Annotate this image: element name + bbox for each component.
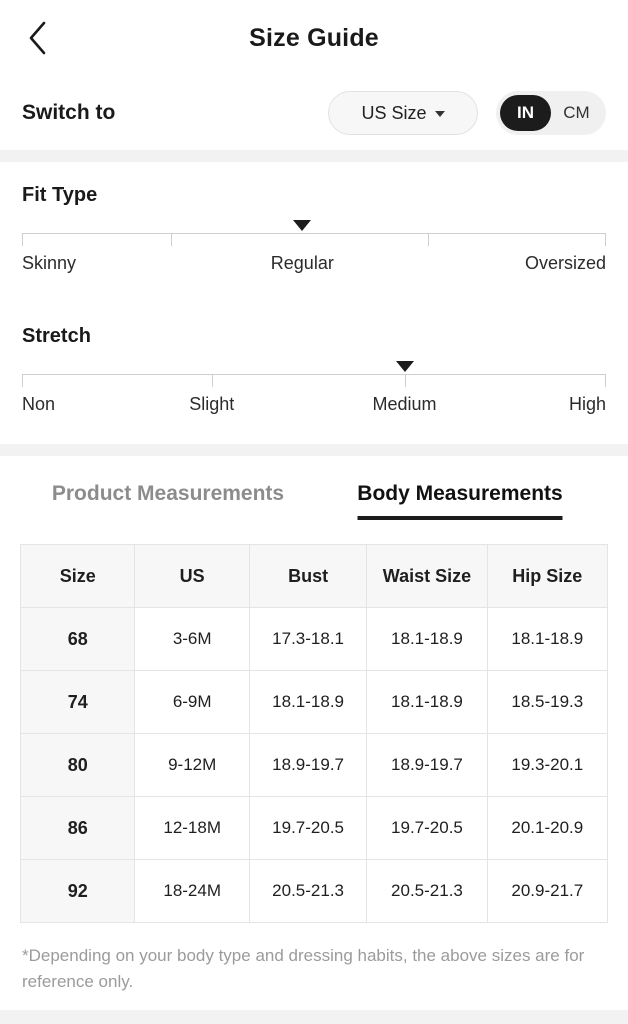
unit-option-in[interactable]: IN	[500, 95, 551, 131]
cell-waist: 20.5-21.3	[367, 860, 487, 923]
cell-bust: 20.5-21.3	[249, 860, 366, 923]
table-row	[21, 860, 608, 923]
scale-tick	[405, 375, 406, 387]
stretch-marker	[396, 361, 414, 372]
size-system-value: US Size	[361, 102, 427, 123]
cell-size: 80	[21, 734, 135, 797]
table-header-us: US	[135, 545, 249, 608]
scale-tick	[212, 375, 213, 387]
cell-waist: 18.1-18.9	[367, 671, 487, 734]
scale-tick	[22, 375, 23, 387]
cell-bust: 17.3-18.1	[249, 608, 366, 671]
table-header-waist: Waist Size	[367, 545, 487, 608]
back-button[interactable]	[18, 18, 58, 58]
scale-tick	[428, 234, 429, 246]
cell-hip: 20.9-21.7	[487, 860, 607, 923]
stretch-scale-line	[22, 374, 606, 386]
cell-waist: 18.9-19.7	[367, 734, 487, 797]
stretch-label-high: High	[568, 394, 606, 414]
cell-size: 92	[21, 860, 135, 923]
table-row	[21, 797, 608, 860]
page-title: Size Guide	[249, 23, 379, 52]
unit-option-cm[interactable]: CM	[563, 103, 590, 122]
cell-us: 18-24M	[135, 860, 249, 923]
section-divider	[0, 150, 628, 162]
table-header-size: Size	[21, 545, 135, 608]
stretch-label-non: Non	[22, 394, 56, 414]
cell-waist: 18.1-18.9	[367, 608, 487, 671]
cell-hip: 20.1-20.9	[487, 797, 607, 860]
table-row	[21, 608, 608, 671]
scale-tick	[22, 234, 23, 246]
scale-tick	[171, 234, 172, 246]
fit-type-scale	[22, 233, 606, 287]
tab-product-measurements[interactable]: Product Measurements	[51, 482, 285, 505]
cell-hip: 18.5-19.3	[487, 671, 607, 734]
cell-size: 86	[21, 797, 135, 860]
size-table	[20, 544, 608, 923]
fit-type-labels	[22, 253, 606, 287]
page-header	[0, 0, 628, 76]
bottom-divider	[0, 1010, 628, 1024]
fit-type-label-oversized: Oversized	[524, 253, 606, 273]
measurement-tabs	[0, 456, 628, 530]
fit-type-label-skinny: Skinny	[22, 253, 77, 273]
table-header-row	[21, 545, 608, 608]
section-divider	[0, 444, 628, 456]
fit-type-marker	[293, 220, 311, 231]
switch-controls	[328, 91, 606, 135]
table-row	[21, 734, 608, 797]
cell-bust: 18.1-18.9	[249, 671, 366, 734]
cell-hip: 18.1-18.9	[487, 608, 607, 671]
table-footnote: *Depending on your body type and dressing habits, the above sizes are for reference only.	[22, 946, 585, 992]
cell-hip: 19.3-20.1	[487, 734, 607, 797]
fit-type-label-regular: Regular	[270, 253, 334, 273]
scale-tick	[605, 375, 606, 387]
table-header-hip: Hip Size	[487, 545, 607, 608]
stretch-label-slight: Slight	[189, 394, 235, 414]
tab-body-measurements[interactable]: Body Measurements	[314, 482, 606, 520]
cell-us: 6-9M	[135, 671, 249, 734]
cell-us: 3-6M	[135, 608, 249, 671]
cell-waist: 19.7-20.5	[367, 797, 487, 860]
cell-us: 12-18M	[135, 797, 249, 860]
cell-bust: 18.9-19.7	[249, 734, 366, 797]
stretch-scale	[22, 374, 606, 428]
cell-bust: 19.7-20.5	[249, 797, 366, 860]
scale-tick	[605, 234, 606, 246]
switch-to-label: Switch to	[22, 101, 116, 124]
fit-type-section	[0, 162, 628, 303]
unit-toggle[interactable]	[496, 91, 606, 135]
stretch-label-medium: Medium	[372, 394, 437, 414]
chevron-down-icon	[435, 111, 445, 117]
stretch-title: Stretch	[22, 325, 91, 347]
size-system-select[interactable]	[328, 91, 478, 135]
table-row	[21, 671, 608, 734]
chevron-left-icon	[26, 20, 50, 56]
cell-size: 68	[21, 608, 135, 671]
table-header-bust: Bust	[249, 545, 366, 608]
cell-size: 74	[21, 671, 135, 734]
fit-type-scale-line	[22, 233, 606, 245]
stretch-section	[0, 303, 628, 444]
size-table-wrap	[0, 530, 628, 923]
fit-type-title: Fit Type	[22, 184, 98, 206]
cell-us: 9-12M	[135, 734, 249, 797]
stretch-labels	[22, 394, 606, 428]
switch-row	[0, 76, 628, 150]
